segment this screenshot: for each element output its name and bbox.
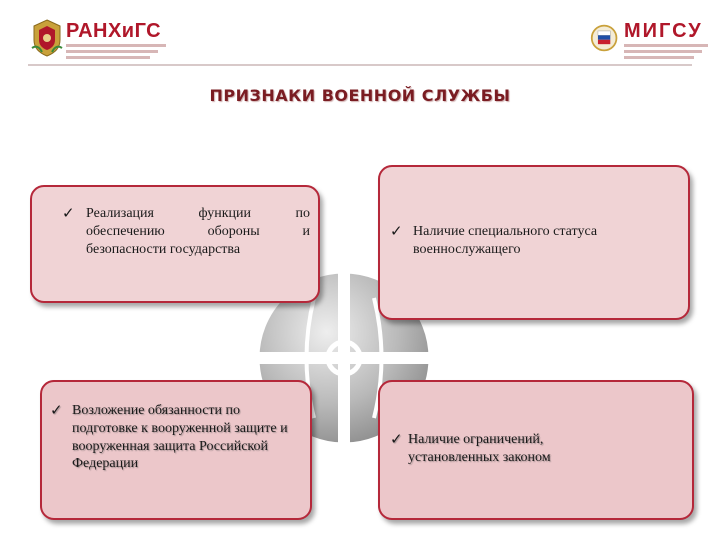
checkmark-icon: ✓ — [62, 204, 75, 222]
russia-emblem-icon — [590, 18, 620, 58]
feature-card-restrictions — [378, 380, 694, 520]
card-text: Наличие специального статуса военнослужащего — [413, 224, 598, 258]
feature-card-status — [378, 165, 690, 320]
ranepa-logo-subtitle — [66, 44, 166, 62]
card-text: Наличие ограничений, установленных законом — [408, 432, 551, 466]
card-text: Реализация функции по обеспечению обороны и безопасности государства — [86, 206, 310, 258]
ranepa-logo-title: РАНХиГС — [66, 20, 162, 42]
ranepa-emblem-icon — [30, 18, 64, 58]
card-text: Возложение обязанности по подготовке к вооруженной защите и вооруженная защита Российской Федерации — [72, 403, 288, 472]
checkmark-icon: ✓ — [390, 222, 403, 240]
header-divider — [28, 64, 692, 66]
checkmark-icon: ✓ — [50, 401, 63, 419]
feature-card-duty — [40, 380, 312, 520]
migsu-logo-subtitle — [624, 44, 708, 62]
checkmark-icon: ✓ — [390, 430, 403, 448]
slide-title: ПРИЗНАКИ ВОЕННОЙ СЛУЖБЫ — [209, 86, 511, 105]
ranepa-logo — [30, 18, 170, 60]
migsu-logo — [590, 18, 710, 60]
feature-card-defense — [30, 185, 320, 303]
migsu-logo-title: МИГСУ — [624, 20, 703, 42]
